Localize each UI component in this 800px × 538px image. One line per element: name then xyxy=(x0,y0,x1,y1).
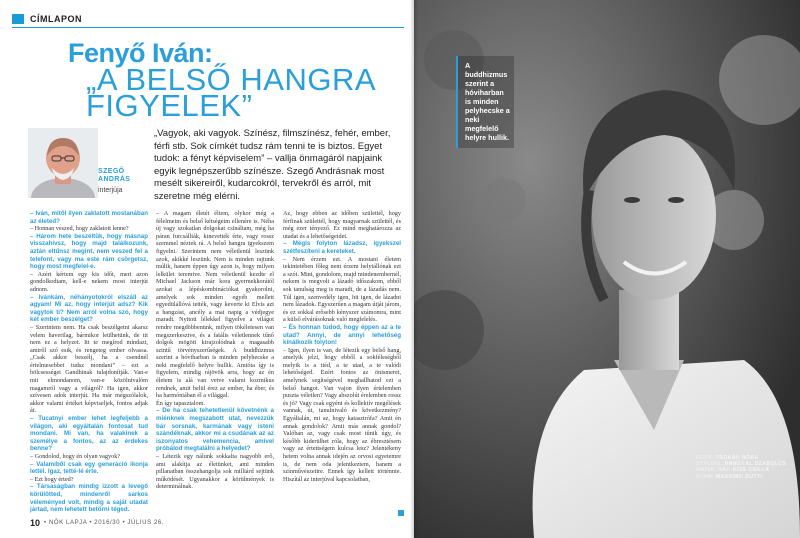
author-name xyxy=(98,168,130,184)
interview-question: – Társaságban mindig izzott a levegő körülötted, mindenről sarkos véleményed volt, mindig a saját utadat jártad, nem lehetett betörni téged. xyxy=(30,483,148,514)
author-role: interjúja xyxy=(98,187,123,194)
interview-answer: – Létezik egy nálunk sokkalta nagyobb erő, ami alakítja az életünket, ami minden pillanatban összehangolja sok milliárd sejtünk működését. Ugyanakkor a körülmények is determinálnak. xyxy=(156,453,274,491)
photo-credits xyxy=(696,455,796,480)
section-label: CÍMLAPON xyxy=(30,14,82,24)
credit-photo: FOTÓ: TROKÁN NÓRA xyxy=(696,455,759,461)
interview-answer: – Igen, ilyen is van, de létezik egy belső hang, amelyik jelzi, hogy ebből a sokféleségből melyik is a tiéd, a te utad, a te valódi lehetőséged. Ezért fontos az önismeret, amelynek segítségével meghallhatod ezt a belső hangot. Van vajon ilyen értelemben puszta véletlen? Vagy abszolút érelemben rossz és jó? Vagy csak egyéni és kollektív megélések vannak, út, tanulnivaló és következmény? Egyáltalán, mi az, hogy katasztrófa? Amit én annak gondolok? Amit más annak gondol? Valóban az, vagy csak most tűnik úgy, és később kiderülhet róla, hogy az ébresztésem vagy az értettségem kulcsa lesz? Jelentékeny hetem volna annak idején az orvosi egyetemre is, de nem oda jelentkeztem, hanem a színművészetire. Ennek így kellett történnie. Hiszítál az interjúval kapcsolatban, xyxy=(283,346,401,483)
article-column-2 xyxy=(156,210,274,491)
right-page-photo xyxy=(414,0,800,538)
interview-question: – Ivánkám, néhányotokról elszáll az agyam! Mi az, hogy interjút adsz? Kik vagytok ti? Nem arról volna szó, hogy két ember beszélget? xyxy=(30,293,148,324)
author-photo xyxy=(28,128,98,198)
credit-clothing: RUHA: MASSIMO DUTTI xyxy=(696,473,763,480)
author-name-line-2: ANDRÁS xyxy=(98,176,131,183)
interview-question: – Valamiből csak egy generáció ikonja lettél. Igaz, tetté-lé érte. xyxy=(30,460,148,476)
interview-question: – Tucatnyi ember lehet legfeljebb a világon, aki egyáltalán fontosat tud mondani. Mi van, ha valakinek a személye a fontos, az az érdekes benne? xyxy=(30,415,148,453)
article-column-3 xyxy=(283,210,401,483)
interview-question: – És honnan tudod, hogy éppen az a te utad? Annyi, de annyi lehetőség kínálkozik folyton! xyxy=(283,323,401,347)
credit-styling: STYLING: HANGYÁL SZABOLCS xyxy=(696,461,787,468)
page-number: 10 xyxy=(30,518,41,528)
interview-question: – Három hete beszéltük, hogy másnap visszahívsz, hogy majd találkozunk, aztán eltűnsz megint, nem veszed fel a telefont, vagy ma este rám csörgetsz, hogy most megfelel-e. xyxy=(30,232,148,271)
interview-answer: – Ezt hogy érted? xyxy=(30,475,74,483)
spread-gutter xyxy=(410,0,418,538)
interview-question: – Mégis folyton lázadsz, igyekszel szétfeszíteni a kereteket. xyxy=(283,240,401,255)
section-rule xyxy=(12,27,404,28)
interview-answer: Az, hogy ebben az időben születtél, hogy férfinak születtél, hogy magyarnak születtél, és még ezer tényező. Ez mind meghatározza az utadat és a lehetőségeidet. xyxy=(283,210,401,240)
interview-answer: – Szerintem nem. Ha csak beszélgetni akarsz velem haverilag, bármikor leülhetünk, de itt nem ez a helyzet. Itt te megírod mindazt, amiről szó esik, és rengeteg ember olvassa. „Csak akkor beszélj, ha a csendnél értelmesebbet tudsz mondani” – ezt a bölcsességet Gandhinak tulajdonítják. Van-e mit elmondanom, van-e közölnivalóm magamról vagy a világról? Ha igen, akkor szívesen adok interjút. Ha már mégszólalok, akkor valami értéket képviseljek, fontos adjak át. xyxy=(30,323,148,415)
interview-answer: – Honnan veszed, hogy zaklatott lenne? xyxy=(30,225,129,233)
interview-answer: – A magam életét éltem, olykor még a félelmeim és belső kétségeim ellenére is. Néha új vagy szokatlan dolgokat csináltam, még ha páran furcsállták, kinevették érte, vagy rossz szemmel néztek rá. A belső hangra igyekszem figyelni. Szerintem nem véletlenül leszünk azok, akikké leszünk. Nem is minden rajtunk múlik, hanem éppen úgy azon is, hogy milyen lelkület teremtve. Nem véletlenül kezdte el Michael Jackson már kora gyermekkorától azokat a lépéskombinációkat gyakorolni, amelyek sok minden egyéb mellett egyedülállóvá tették, vagy keverte ki Elvis azt a hangzást, ancély a mai napig a védjegye maradt. Nyitott lélekkel figyelve a világot rendre megdöbbenünk, milyen tökéletesen van megszerkesztve, és a fatális véletlennek tűnő dolgok mögött kirajzolódnak a magasabb szintű törvényszerűségek. A buddhizmus szerint a hóviharban is minden pelyhecske a neki megfelelő helyre hullik. Amióta így is figyelem, mindig rájövök arra, hogy az én életem is alá van vetve valami kozmikus rendnek, amit belül érez az ember, ha éber, és ha harmóniában él a világgal. xyxy=(156,210,274,400)
interview-answer: – Nem érzem ezt. A mostani életem tekintetében főleg nem érzem helytállónak ezt a szót. Mint, gondolom, majd mindenembernél, nekem is megvolt a lázadó időszakom, ebből sok tanulság meg is maradt, de a lázadás nem. Túl igen, szenvedély igen, hit igen, de lázadni nem lázadok. Egyszerűen a magam útját járom, és ez sokkal erősebb kényszer számomra, mint a külső elvárásoknak való megfelelés. xyxy=(283,255,401,324)
issue-info: • NŐK LAPJA • 2016/30 • JÚLIUS 26. xyxy=(44,520,165,526)
author-name-line-1: SZEGŐ xyxy=(98,168,125,175)
headline-name: Fenyő Iván: xyxy=(68,38,213,68)
section-marker xyxy=(12,14,24,24)
interview-question: – De ha csak tehetetlenül követnénk a miénknek megszabott utat, nevezzük bár sorsnak, karmának vagy isteni szándéknak, akkor mi a csudának az az iszonyatos vehemencia, amivel próbálod megtalálni a helyedet? xyxy=(156,407,274,453)
interview-answer: – Azért kértem egy kis időt, mert azon gondolkodtam, kell-e nekem most interjút adnom. xyxy=(30,270,148,293)
headline-line-2: FIGYELEK” xyxy=(86,88,253,123)
interview-question: – Iván, mitől ilyen zaklatott mostanában az életed? xyxy=(30,210,148,225)
credit-makeup: SMINK, HAJ: KISS CSILLA xyxy=(696,467,770,474)
interview-answer: Én így tapasztalom. xyxy=(156,399,205,407)
pull-quote: A buddhizmus szerint a hóviharban is minden pelyhecske a neki megfelelő helyre hullik. xyxy=(456,56,514,148)
author-portrait-image xyxy=(28,128,98,198)
article-column-1 xyxy=(30,210,148,514)
headline-line-1: „A BELSŐ HANGRA xyxy=(86,62,377,97)
continue-marker xyxy=(398,510,404,516)
lead-paragraph: „Vagyok, aki vagyok. Színész, filmszínész, fehér, ember, férfi stb. Sok címkét tudsz rám tenni te is biztos. Egyet tudok: a fényt képviselem” – vallja önmagáról napjaink egyik legnépszerűbb színésze. Szegő Andrásnak most mesélt sikereiről, kudarcokról, tervekről és arról, mit szeretne még elérni. xyxy=(154,128,391,202)
interview-answer: – Gondolod, hogy én olyan vagyok? xyxy=(30,453,121,460)
